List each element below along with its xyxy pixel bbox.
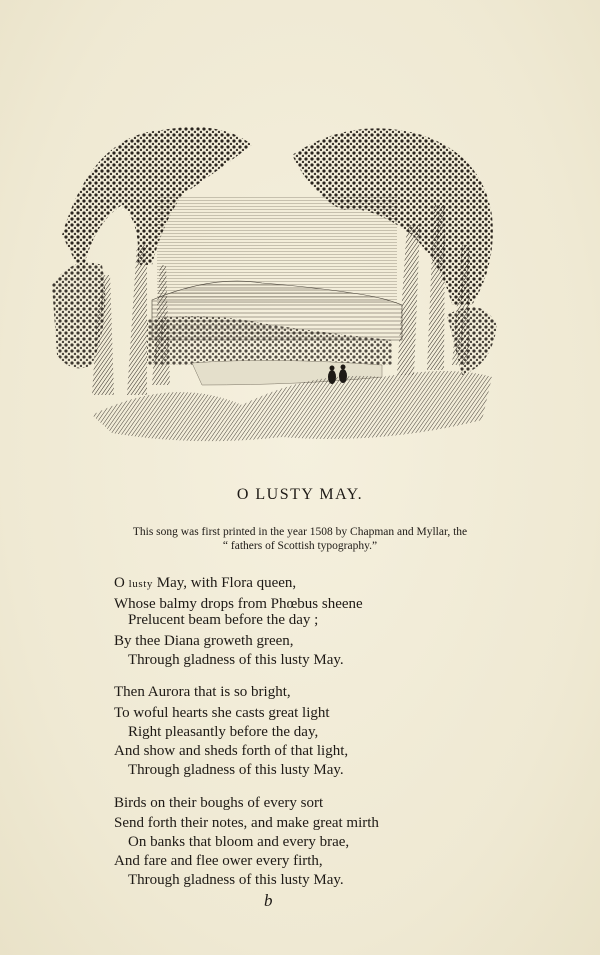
verse-line: O lusty May, with Flora queen,: [114, 575, 297, 591]
verse-line: Send forth their notes, and make great mirth: [114, 815, 379, 831]
headnote-line: “ fathers of Scottish typography.”: [222, 540, 378, 552]
verse-line: Birds on their boughs of every sort: [114, 795, 324, 811]
landscape-engraving: [52, 115, 497, 450]
signature-mark: b: [264, 891, 273, 910]
verse-line: And fare and flee ower every firth,: [114, 853, 323, 869]
verse-line: And show and sheds forth of that light,: [114, 743, 349, 759]
verse-line: To woful hearts she casts great light: [114, 705, 330, 721]
verse-line: Through gladness of this lusty May.: [128, 652, 344, 668]
verse-line: Right pleasantly before the day,: [128, 724, 319, 740]
headnote: [60, 525, 540, 553]
song-title: O LUSTY MAY.: [236, 486, 364, 503]
headnote-line: This song was first printed in the year 1508 by Chapman and Myllar, the: [132, 526, 468, 538]
verse-line: Whose balmy drops from Phœbus sheene: [114, 596, 363, 612]
verse-line: Through gladness of this lusty May.: [128, 872, 344, 888]
verse-line: Prelucent beam before the day ;: [128, 612, 319, 628]
verse-line: Then Aurora that is so bright,: [114, 684, 291, 700]
small-caps-word: lusty: [128, 578, 153, 590]
verse-line: By thee Diana groweth green,: [114, 633, 294, 649]
verse-line: Through gladness of this lusty May.: [128, 762, 344, 778]
verse-line: On banks that bloom and every brae,: [128, 834, 350, 850]
